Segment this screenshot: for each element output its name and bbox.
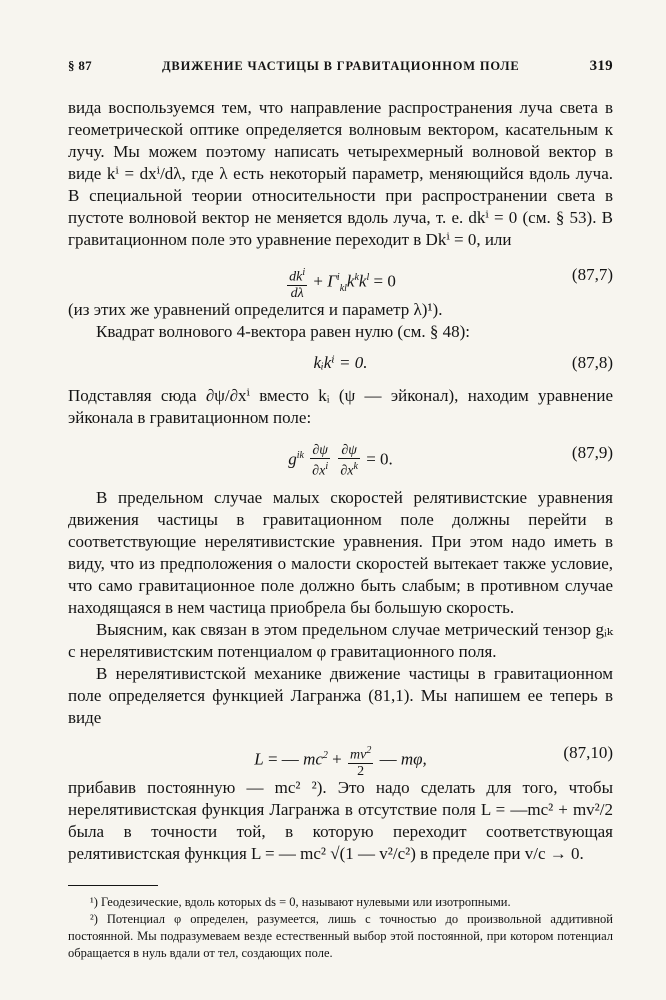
section-number: § 87 [68,58,92,73]
running-header [68,58,613,75]
paragraph-lagrange: В нерелятивистской механике движение частицы в гравитационном поле определяется функцией Лагранжа (81,1). Мы напишем ее теперь в виде [68,664,613,727]
footnote-rule [68,885,158,886]
equation-number: (87,7) [571,265,613,284]
equation-number: (87,8) [571,353,613,372]
equation-87-7 [68,255,613,301]
equation-87-8-formula: kᵢkⁱ = 0. [313,353,368,372]
equation-number: (87,10) [563,743,613,762]
equation-87-9-formula: $g^{ik}$ $\frac{\partial\psi}{\partial x^i}$ $\frac{\partial\psi}{\partial x^k}$ = 0. [288,443,393,479]
footnote-1: ¹) Геодезические, вдоль которых ds = 0, называют нулевыми или изотропными. [90,895,511,909]
paragraph-parameter: (из этих же уравнений определится и параметр λ)¹). [68,300,443,319]
running-title: ДВИЖЕНИЕ ЧАСТИЦЫ В ГРАВИТАЦИОННОМ ПОЛЕ [162,59,520,73]
equation-87-9 [68,433,613,479]
paragraph-wave-vector: вида воспользуемся тем, что направление распространения луча света в геометрической оптике определяется волновым вектором, касательным к лучу. Мы можем поэтому написать четырехмерный волновой вектор в виде kⁱ = dxⁱ/dλ, где λ есть некоторый параметр, меняющийся вдоль луча. В специальной теории относительности при распространении света в пустоте волновой вектор не меняется вдоль луча, т. е. dkⁱ = 0 (см. § 53). В гравитационном поле это уравнение переходит в Dkⁱ = 0, или [68,98,613,249]
equation-number: (87,9) [571,443,613,462]
footnotes [68,894,613,962]
equation-87-10 [68,733,613,779]
paragraph-constant: прибавив постоянную — mc² ²). Это надо сделать для того, чтобы нерелятивистская функция Лагранжа в отсутствие поля L = —mc² + mv²/2 была в точности той, в которую переходит соответствующая релятивистская функция L = — mc² √(1 — v²/c²) в пределе при v/c → 0. [68,778,613,863]
paragraph-wave-square: Квадрат волнового 4-вектора равен нулю (см. § 48): [96,322,471,341]
book-page [68,58,613,962]
page-number: 319 [589,58,613,74]
equation-87-7-formula: $\frac{dk^i}{d\lambda}$ + $\Gamma^i_{kl}k^kk^l = 0$ [289,267,396,301]
equation-87-10-formula: L = — $mc^2$ + $\frac{mv^2}{2}$ — mφ, [254,745,427,779]
paragraph-limit: В предельном случае малых скоростей релятивистские уравнения движения частицы в гравитационном поле должны перейти в соответствующие нерелятивистские уравнения. При этом надо иметь в виду, что из предположения о малости скоростей вытекает также условие, что само гравитационное поле должно быть слабым; в противном случае находящаяся в нем частица приобрела бы большую скорость. [68,488,613,617]
footnote-2: ²) Потенциал φ определен, разумеется, лишь с точностью до произвольной аддитивной постоянной. Мы подразумеваем везде естественный выбор этой постоянной, при котором потенциал обращается в нуль вдали от тел, создающих поле. [68,912,613,960]
paragraph-metric: Выясним, как связан в этом предельном случае метрический тензор gᵢₖ с нерелятивистским потенциалом φ гравитационного поля. [68,620,613,661]
paragraph-eikonal: Подставляя сюда ∂ψ/∂xⁱ вместо kᵢ (ψ — эйконал), находим уравнение эйконала в гравитационном поле: [68,386,613,427]
equation-87-8 [68,347,613,381]
